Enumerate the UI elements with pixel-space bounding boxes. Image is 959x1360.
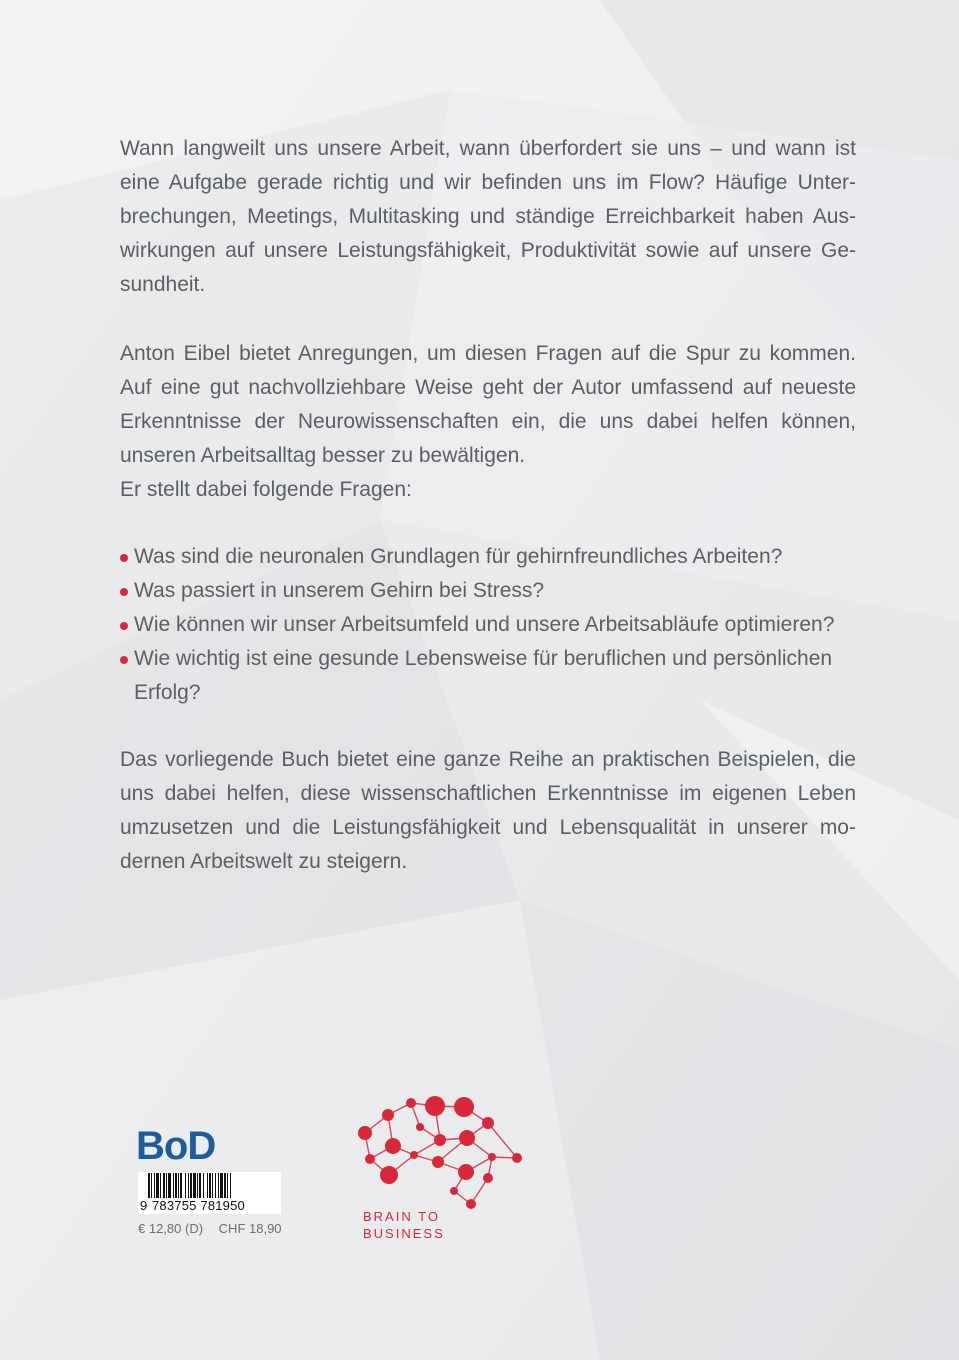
isbn-number [138,1198,281,1214]
brain-network-icon [350,1080,530,1220]
question-item [120,608,860,642]
isbn-lead-digit: 9 [140,1198,148,1213]
bod-logo: BoD [136,1124,216,1168]
closing-paragraph: Das vorliegende Buch bietet eine ganze Reihe an praktischen Beispielen, die uns dabei helfen, diese wissenschaftlichen Erkenntnisse im eigenen Leben umzusetzen und die Leistungsfähigkeit und Lebensqualität in unserer modernen Arbeitswelt zu steigern. [120,748,856,873]
bullet-dot-icon [120,656,128,664]
isbn-barcode [138,1172,281,1214]
intro-paragraph-questions-lead: Er stellt dabei folgende Fragen: [120,478,412,501]
question-text: Wie können wir unser Arbeitsumfeld und unsere Arbeitsabläufe optimieren? [134,613,835,636]
question-item [120,540,860,574]
bullet-dot-icon [120,554,128,562]
price-eur: € 12,80 (D) [138,1221,204,1236]
isbn-digits: 783755 781950 [152,1198,245,1213]
price-chf: CHF 18,90 [218,1221,282,1236]
question-text: Wie wichtig ist eine gesunde Lebensweise für beruflichen und persönlichen Erfolg? [134,647,833,704]
intro-paragraph-1: Wann langweilt uns unsere Arbeit, wann überfordert sie uns – und wann ist eine Aufgabe gerade richtig und wir befinden uns im Flow? Häufige Unterbrechungen, Meetings, Multitasking und ständige Erreichbarkeit haben Auswirkungen auf unsere Leistungsfähigkeit, Produktivität sowie auf unsere Gesundheit. [120,137,856,296]
price-line [138,1221,294,1236]
question-item [120,574,860,608]
question-text: Was sind die neuronalen Grundlagen für gehirnfreundliches Arbeiten? [134,545,783,568]
bullet-dot-icon [120,588,128,596]
intro-paragraph-2: Anton Eibel bietet Anregungen, um diesen Fragen auf die Spur zu kommen. Auf eine gut nachvollziehbare Weise geht der Autor umfassend auf neueste Erkenntnisse der Neurowissenschaften ein, die uns dabei helfen können, unseren Arbeitsalltag besser zu bewältigen. [120,342,856,467]
question-text: Was passiert in unserem Gehirn bei Stress? [134,579,545,602]
brain-to-business-wordmark [363,1208,483,1242]
question-item [120,642,860,710]
brand-line-2: BUSINESS [363,1226,445,1241]
brand-line-1: BRAIN TO [363,1209,440,1224]
questions-list [120,540,860,710]
barcode-icon [148,1173,274,1199]
bullet-dot-icon [120,622,128,630]
